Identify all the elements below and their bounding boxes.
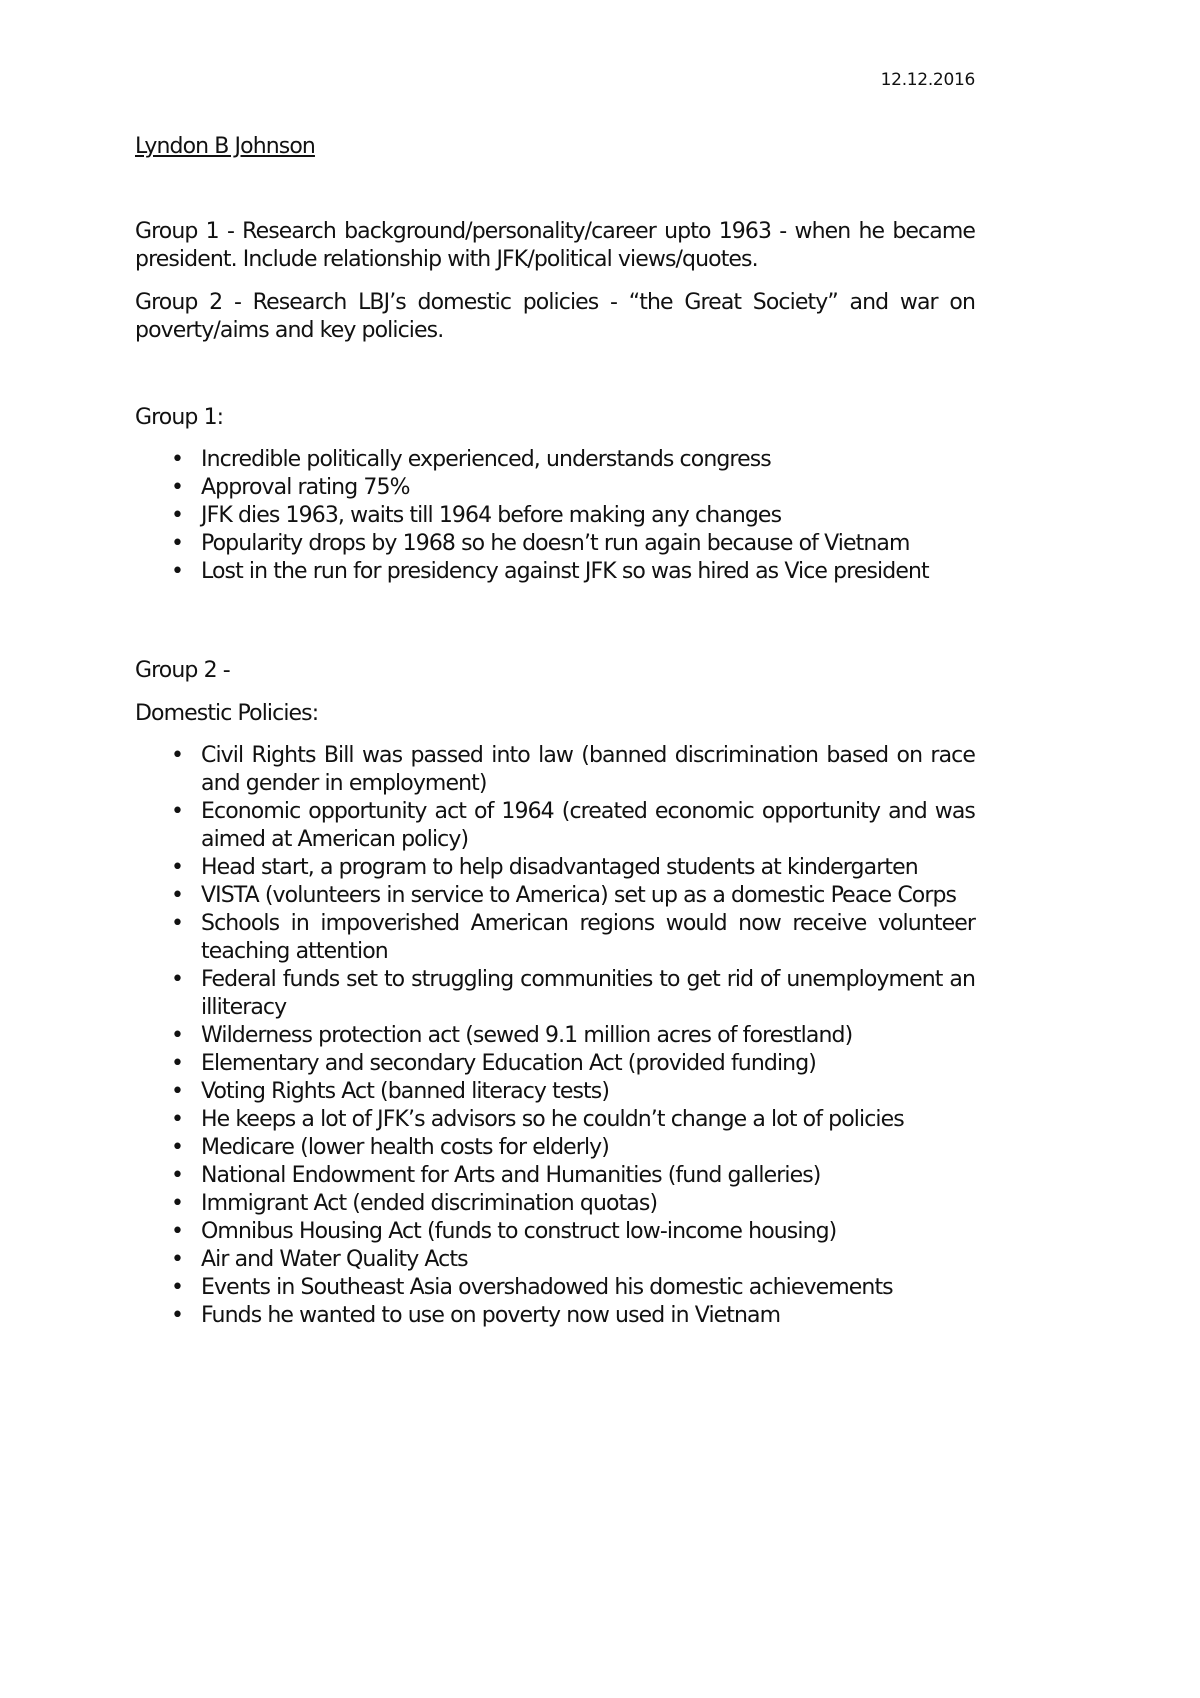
list-item: • Immigrant Act (ended discrimination quotas) [135,1190,975,1218]
list-item: • He keeps a lot of JFK’s advisors so he couldn’t change a lot of policies [135,1106,975,1134]
list-item: • Funds he wanted to use on poverty now used in Vietnam [135,1302,975,1330]
group2-list [135,742,975,1330]
group1-heading: Group 1: [135,405,224,430]
list-item: • Voting Rights Act (banned literacy tests) [135,1078,975,1106]
document-title: Lyndon B Johnson [135,134,315,159]
group1-list [135,446,975,586]
list-item: • National Endowment for Arts and Humanities (fund galleries) [135,1162,975,1190]
list-item: • Elementary and secondary Education Act (provided funding) [135,1050,975,1078]
list-item: • VISTA (volunteers in service to America) set up as a domestic Peace Corps [135,882,975,910]
document-date: 12.12.2016 [880,70,975,90]
list-item: • Schools in impoverished American regions would now receive volunteer teaching attention [135,910,975,966]
list-item: • Lost in the run for presidency against JFK so was hired as Vice president [135,558,975,586]
list-item: • Omnibus Housing Act (funds to construct low-income housing) [135,1218,975,1246]
list-item: • Air and Water Quality Acts [135,1246,975,1274]
list-item: • Wilderness protection act (sewed 9.1 million acres of forestland) [135,1022,975,1050]
intro-paragraph-group2: Group 2 - Research LBJ’s domestic policies - “the Great Society” and war on poverty/aims and key policies. [135,290,975,343]
list-item: • Popularity drops by 1968 so he doesn’t run again because of Vietnam [135,530,975,558]
list-item: • Civil Rights Bill was passed into law (banned discrimination based on race and gender in employment) [135,742,975,798]
list-item: • Incredible politically experienced, understands congress [135,446,975,474]
list-item: • Events in Southeast Asia overshadowed his domestic achievements [135,1274,975,1302]
list-item: • Approval rating 75% [135,474,975,502]
list-item: • Medicare (lower health costs for elderly) [135,1134,975,1162]
intro-paragraph-group1: Group 1 - Research background/personality/career upto 1963 - when he became president. Include relationship with JFK/political views/quotes. [135,219,975,272]
list-item: • Economic opportunity act of 1964 (created economic opportunity and was aimed at American policy) [135,798,975,854]
list-item: • JFK dies 1963, waits till 1964 before making any changes [135,502,975,530]
domestic-policies-heading: Domestic Policies: [135,701,319,726]
group2-heading: Group 2 - [135,658,230,683]
list-item: • Federal funds set to struggling communities to get rid of unemployment an illiteracy [135,966,975,1022]
list-item: • Head start, a program to help disadvantaged students at kindergarten [135,854,975,882]
